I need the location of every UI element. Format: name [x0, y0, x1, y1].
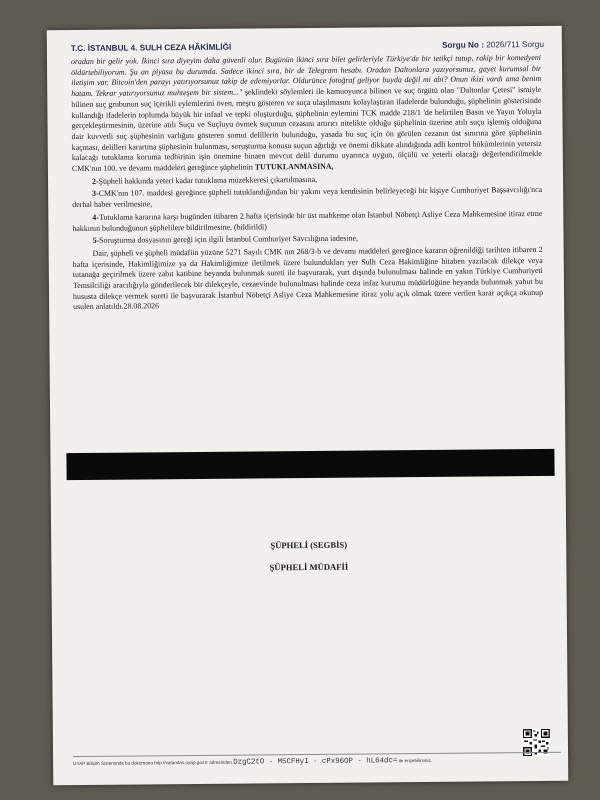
ruling-item-text: Soruşturma dosyasının gereği için ilgili İstanbul Cumhuriyet Savcılığına iadesine,	[99, 233, 358, 246]
case-number-label: Sorgu No :	[442, 40, 484, 50]
quoted-statement: oradan bir gelir yok. İkinci sıra diyeyim daha güvenli olur. Bugünün ikinci sıra bilet gelirleriyle Türkiye'de bir tetikçi tutup, rakip bir komedyeni öldürtebiliyorum. Şu an piyasa bu durumda. Sadece ikinci sıra, bir de Telegram hesabı. Oradan Daltonlara yazıyorsunuz, gayet kurumsal bir iletişim var. Bitcoin'den parayı yatırıyorsunuz takip de edemiyorlar. Oldurünce fotoğraf geliyor buyda değil mi abi? Onun ikizi vardı ama benim hatam. Tekrar yatırıyorsunuz muhteşem bir sistem..."	[70, 52, 542, 99]
uyap-footer	[73, 752, 561, 768]
ruling-item-text: Şüpheli hakkında yeteri kadar tutuklama müzekkeresi çıkartılmasına,	[98, 174, 318, 186]
case-number	[442, 40, 544, 50]
signature-counsel: ŞÜPHELİ MÜDAFİİ	[269, 561, 349, 573]
main-paragraph-text: şeklindeki söylemleri ile kamuoyunca bilinen ve suç örgütü olan "Daltonlar Çetesi" ismiyle bilinen suç grubunun suç içerikli eylemlerini öven, meşru gösteren ve suça ulaşılmasını kolaylaştıran ifadelerde bulunduğu, şüphelinin gösterisinde kullandığı ifadelerin toplumda büyük bir infaal ve tepki oluşturduğu, şüphelinin eylemini TCK madde 218/1 'de belirtilen Basın ve Yayın Yoluyla gerçekleştirmesinin, üzerine atılı Suçu ve Suçluyu övmek suçunun cezasını artırıcı nitelikte olduğu şüphelinin üzerine atılı suçu işlemiş olduğuna dair kuvvetli suç şüphesinin varlığını gösteren somut delillerin bulunduğu, yasada bu suç için ön görülen cezanın üst sınırına göre şüphelinin kaçması, delilleri karartma şüphesinin bulunması, soruşturma konusu suçun ağırlığı ve önemi dikkate alındığında adli kontrol hükümlerinin yetersiz kalacağı tutuklama koruma tedbirinin işin önemine binaen mevcut delil durumu uyarınca uygun, ölçülü ve yeterli olacağı değerlendirilmekle CMK'nın 100. ve devamı maddeleri gereğince şüphelinin	[71, 85, 542, 174]
closing-paragraph: Dair, şüpheli ve şüpheli müdafiin yüzüne 5271 Sayılı CMK nın 268/3-b ve devamı maddeleri gereğince kararın öğrenildiği tarihten itibaren 2 hafta içerisinde, Hakimliğimize ya da Hakimliğimize iletilmek üzere bulundukları yer Sulh Ceza Hakimliğine hitaben yazılacak dilekçe veya tutanağa geçirilmek üzere zabıt katibine beyanda bulunmak sureti ile başvurarak, yurt dışında bulunulması halinde en yakın Türkiye Cumhuriyeti Temsilciliği aracılığıyla gönderilecek bir dilekçeyle, cezaevinde bulunulması halinde ceza infaz kurumu müdürlüğüne beyanda bulunmak yahut bu hususta dilekçe vermek sureti ile başvurarak İstanbul Nöbetçi Asliye Ceza Mahkemesine itiraz yolu açık olmak üzere verilen karar açıkça okunup usulen anlatıldı.28.08.2026	[72, 244, 544, 312]
main-ruling: TUTUKLANMASINA,	[254, 161, 334, 172]
ruling-item-text: CMK'nın 107. maddesi gereğince şüpheli tutuklandığından bir yakını veya kendisinin belirleyeceği bir kişiye Cumhuriyet Başsavcılığı'nca derhal haber verilmesine,	[72, 185, 543, 210]
court-name: T.C. İSTANBUL 4. SULH CEZA HÂKİMLİĞİ	[70, 42, 232, 54]
document-body	[71, 53, 543, 313]
redaction-bar	[66, 449, 554, 480]
signature-suspect: ŞÜPHELİ (SEGBİS)	[270, 539, 348, 551]
ruling-item-text: Tutuklama kararına karşı bugünden itibaren 2 hafta içerisinde bir üst mahkeme olan İstanbul Nöbetçi Asliye Ceza Mahkemesine itiraz etme hakkının bulunduğunun şüphelilere bildirilmesine, (bildirildi)	[72, 208, 543, 233]
main-paragraph	[71, 53, 542, 175]
footer-prefix: UYAP Bilişim Sisteminde bu dokümana http://vatandas.uyap.gov.tr adresinden	[73, 759, 232, 767]
case-number-value: 2026/711 Sorgu	[486, 39, 544, 50]
ruling-item-number: 3-	[92, 189, 99, 199]
ruling-item-number: 2-	[91, 176, 99, 186]
footer-suffix: ile erişebilirsiniz.	[398, 757, 433, 764]
ruling-item-number: 4-	[92, 212, 99, 222]
ruling-item	[72, 185, 542, 211]
ruling-item	[72, 209, 542, 235]
document-page	[47, 26, 569, 785]
verification-code: DzgC2tO - M5CFHyI - cPx96OP - hL64dc=	[233, 757, 398, 767]
document-header	[71, 40, 544, 53]
ruling-item-number: 5-	[92, 236, 100, 246]
